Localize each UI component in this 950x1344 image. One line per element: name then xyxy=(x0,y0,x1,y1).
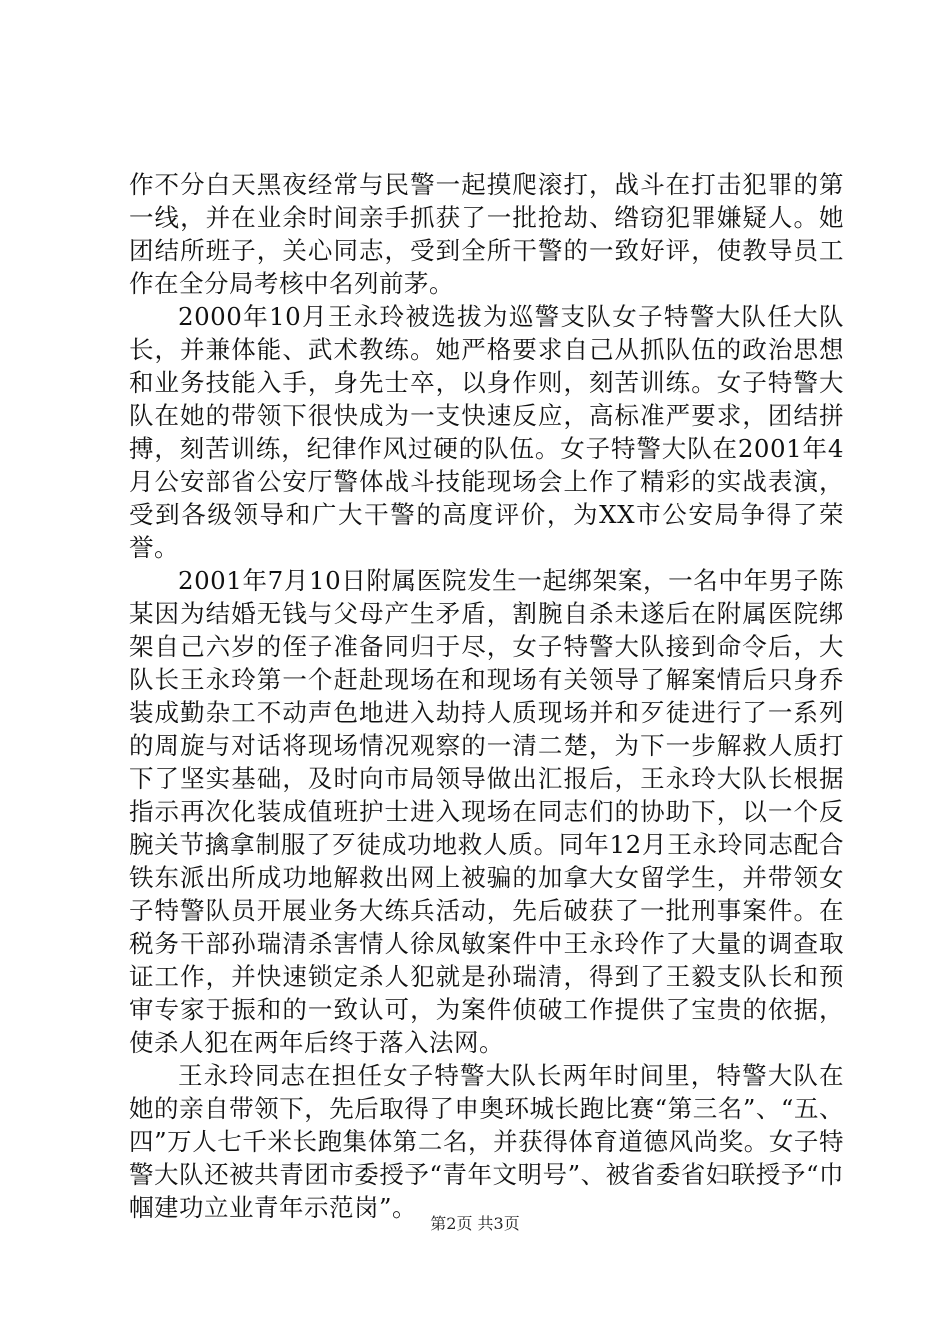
page-footer xyxy=(0,1214,950,1234)
paragraph-3: 2001年7月10日附属医院发生一起绑架案，一名中年男子陈某因为结婚无钱与父母产生矛盾，割腕自杀未遂后在附属医院绑架自己六岁的侄子准备同归于尽，女子特警大队接到命令后，大队长王永玲第一个赶赴现场在和现场有关领导了解案情后只身乔装成勤杂工不动声色地进入劫持人质现场并和歹徒进行了一系列的周旋与对话将现场情况观察的一清二楚，为下一步解救人质打下了坚实基础，及时向市局领导做出汇报后，王永玲大队长根据指示再次化装成值班护士进入现场在同志们的协助下，以一个反腕关节擒拿制服了歹徒成功地救人质。同年12月王永玲同志配合铁东派出所成功地解救出网上被骗的加拿大女留学生，并带领女子特警队员开展业务大练兵活动，先后破获了一批刑事案件。在税务干部孙瑞清杀害情人徐凤敏案件中王永玲作了大量的调查取证工作，并快速锁定杀人犯就是孙瑞清，得到了王毅支队长和预审专家于振和的一致认可，为案件侦破工作提供了宝贵的依据，使杀人犯在两年后终于落入法网。 xyxy=(129,566,844,1057)
document-body xyxy=(129,168,844,1224)
paragraph-4: 王永玲同志在担任女子特警大队长两年时间里，特警大队在她的亲自带领下，先后取得了申奥环城长跑比赛“第三名”、“五、四”万人七千米长跑集体第二名，并获得体育道德风尚奖。女子特警大队还被共青团市委授予“青年文明号”、被省委省妇联授予“巾帼建功立业青年示范岗”。 xyxy=(129,1061,844,1222)
paragraph-2: 2000年10月王永玲被选拔为巡警支队女子特警大队任大队长，并兼体能、武术教练。她严格要求自己从抓队伍的政治思想和业务技能入手，身先士卒，以身作则，刻苦训练。女子特警大队在她的带领下很快成为一支快速反应，高标准严要求，团结拼搏，刻苦训练，纪律作风过硬的队伍。女子特警大队在2001年4月公安部省公安厅警体战斗技能现场会上作了精彩的实战表演，受到各级领导和广大干警的高度评价，为XX市公安局争得了荣誉。 xyxy=(129,302,844,562)
paragraph-1: 作不分白天黑夜经常与民警一起摸爬滚打，战斗在打击犯罪的第一线，并在业余时间亲手抓获了一批抢劫、绺窃犯罪嫌疑人。她团结所班子，关心同志，受到全所干警的一致好评，使教导员工作在全分局考核中名列前茅。 xyxy=(129,170,844,298)
page-number-label: 第2页 共3页 xyxy=(430,1214,520,1233)
